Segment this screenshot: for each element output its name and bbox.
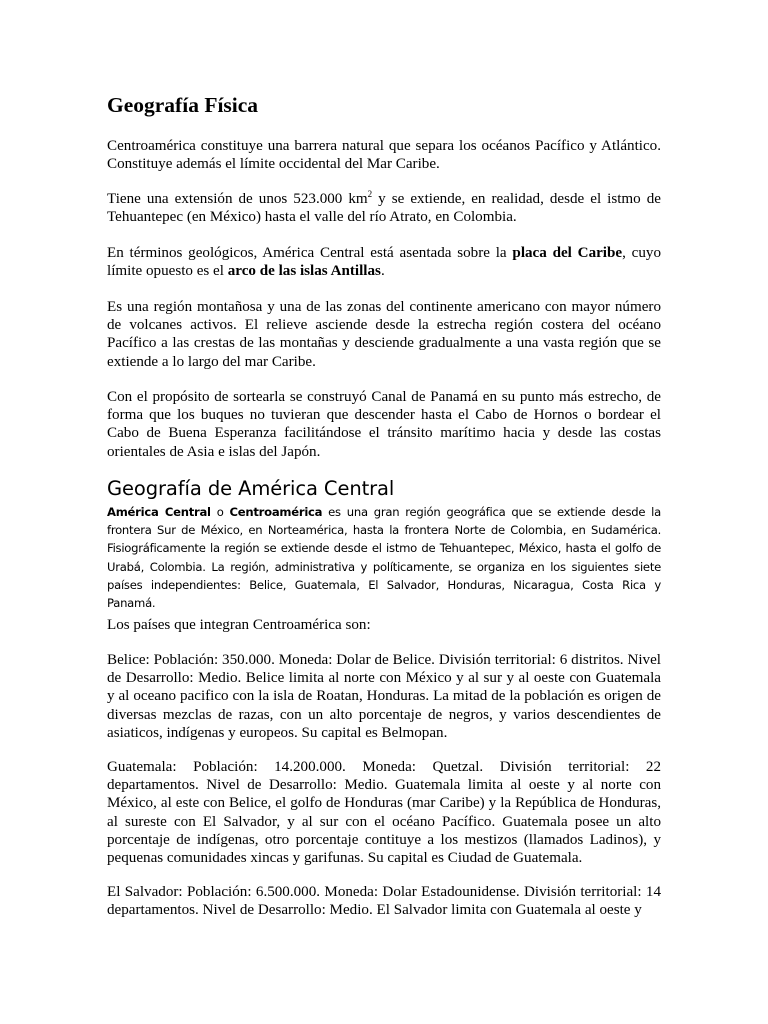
america-central-text-2: es una gran región geográfica que se extiende desde la frontera Sur de México, en Norteamérica, hasta la frontera Norte de Colombia, en Sudamérica. Fisiográficamente la región se extiende desde el istmo de Tehuantepec, México, hasta el golfo de Urabá, Colombia. La región, administrativa y políticamente, se organiza en los siguientes siete países independientes: Belice, Guatemala, El Salvador, Honduras, Nicaragua, Costa Rica y Panamá. bbox=[107, 505, 661, 611]
section-heading: Geografía de América Central bbox=[107, 477, 395, 500]
geologia-text-3: . bbox=[380, 263, 385, 280]
superscript-two: 2 bbox=[367, 189, 373, 199]
bold-placa-caribe: placa del Caribe bbox=[512, 245, 623, 261]
paragraph-america-central bbox=[107, 503, 661, 612]
paragraph-extension bbox=[107, 190, 661, 226]
geologia-text-1: En términos geológicos, América Central está asentada sobre la bbox=[107, 245, 513, 261]
bold-america-central: América Central bbox=[107, 505, 211, 519]
page-title: Geografía Física bbox=[107, 93, 259, 117]
bold-arco-antillas: arco de las islas Antillas bbox=[227, 263, 381, 280]
paragraph-canal: Con el propósito de sortearla se construyó Canal de Panamá en su punto más estrecho, de forma que los buques no tuvieran que descender hasta el Cabo de Hornos o bordear el Cabo de Buena Esperanza facilitándose el tránsito marítimo hacia y desde las costas orientales de Asia e islas del Japón. bbox=[107, 389, 661, 460]
extension-text-end: y se extiende, en realidad, desde el istmo de Tehuantepec (en México) hasta el valle del río Atrato, en Colombia. bbox=[107, 191, 661, 226]
geologia-text-2: , cuyo límite opuesto es el bbox=[107, 245, 662, 280]
paragraph-guatemala: Guatemala: Población: 14.200.000. Moneda: Quetzal. División territorial: 22 departamentos. Nivel de Desarrollo: Medio. Guatemala limita al oeste y al norte con México, al este con Belice, el golfo de Honduras (mar Caribe) y la República de Honduras, al sureste con El Salvador, y al sur con el océano Pacífico. Guatemala posee un alto porcentaje de indígenas, otro porcentaje contituye a los mestizos (llamados Ladinos), y pequenas comunidades xincas y garifunas. Su capital es Ciudad de Guatemala. bbox=[107, 759, 661, 867]
extension-text-start: Tiene una extensión de unos 523.000 km bbox=[107, 191, 368, 207]
paragraph-barrera: Centroamérica constituye una barrera natural que separa los océanos Pacífico y Atlántico. Constituye además el límite occidental del Mar Caribe. bbox=[107, 138, 661, 173]
paragraph-el-salvador: El Salvador: Población: 6.500.000. Moneda: Dolar Estadounidense. División territorial: 14 departamentos. Nivel de Desarrollo: Medio. El Salvador limita con Guatemala al oeste y bbox=[107, 884, 661, 919]
paragraph-montanosa: Es una región montañosa y una de las zonas del continente americano con mayor número de volcanes activos. El relieve asciende desde la estrecha región costera del océano Pacífico a las crestas de las montañas y desciende gradualmente a una vasta región que se extiende a lo largo del mar Caribe. bbox=[107, 299, 661, 370]
paragraph-geologia bbox=[107, 244, 661, 280]
bold-centroamerica: Centroamérica bbox=[229, 505, 323, 519]
america-central-text-1: o bbox=[210, 505, 230, 519]
paragraph-belice: Belice: Población: 350.000. Moneda: Dolar de Belice. División territorial: 6 distritos. Nivel de Desarrollo: Medio. Belice limita al norte con México y al sur y al oeste con Guatemala y al oceano pacifico con la isla de Roatan, Honduras. La mitad de la población es origen de diversas mezclas de razas, con un alto porcentaje de negros, y varios descendientes de asiaticos, indígenas y europeos. Su capital es Belmopan. bbox=[107, 652, 661, 741]
paragraph-paises-intro: Los países que integran Centroamérica son: bbox=[107, 617, 371, 633]
